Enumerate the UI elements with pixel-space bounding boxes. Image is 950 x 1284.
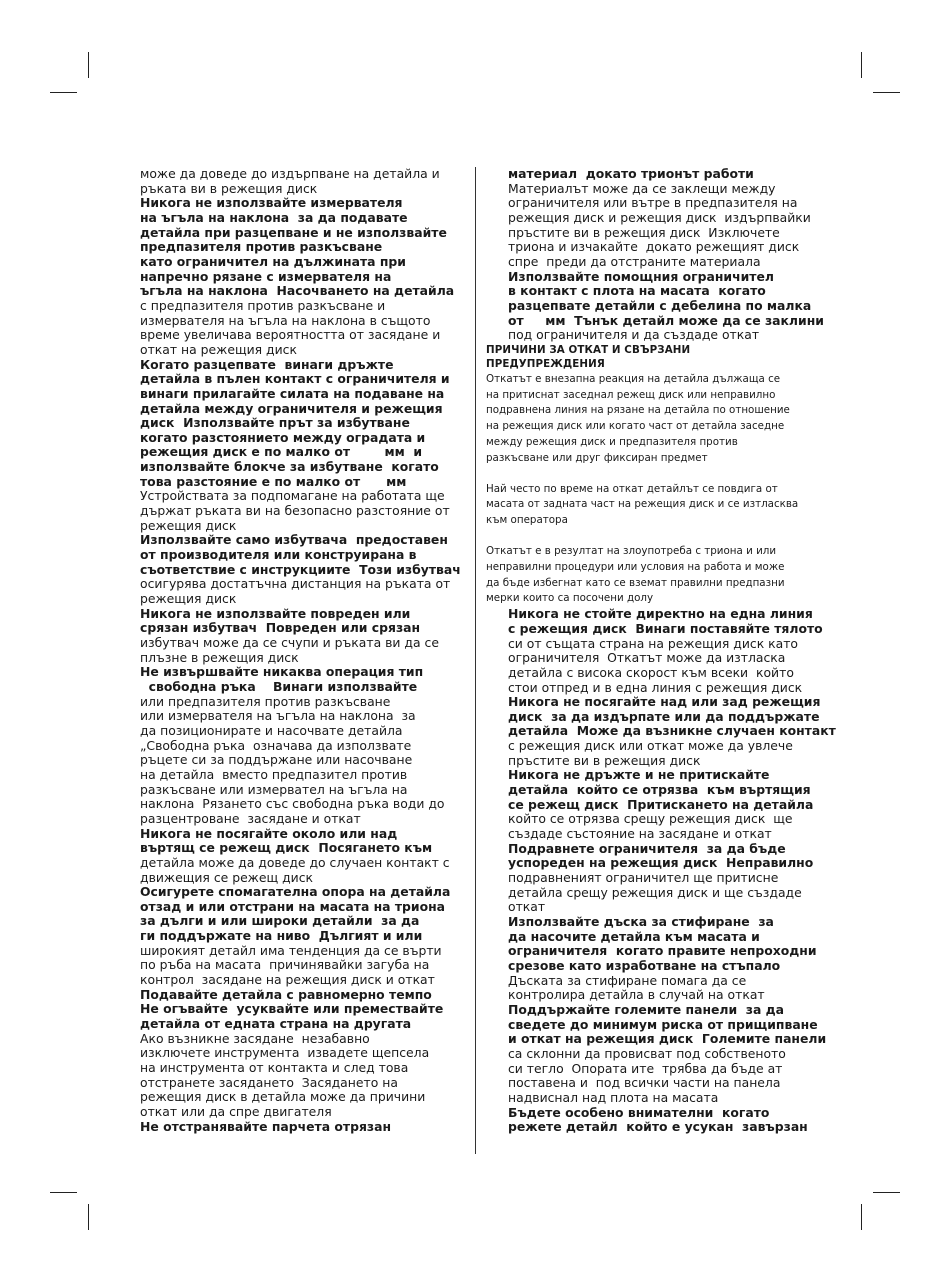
text-line: движещия се режещ диск — [140, 869, 313, 885]
bold-text-line: когато разстоянието между оградата и — [140, 429, 426, 445]
text-line: откат или да спре двигателя — [140, 1104, 332, 1119]
bold-text-line: Подавайте детайла с равномерно темпо — [140, 986, 432, 1002]
text-line: Дъската за стифиране помага да се — [508, 972, 747, 988]
text-line: може да доведе до издърпване на детайла и — [140, 166, 440, 181]
paragraph — [486, 167, 826, 270]
text-line: с предпазителя против разкъсване и — [140, 297, 386, 313]
text-line: контрол засядане на режещия диск и откат — [140, 972, 435, 988]
crop-mark-top-right-v — [861, 52, 862, 78]
right-column-top-list — [486, 167, 826, 343]
bold-text-line: сведете до минимум риска от прищипване — [508, 1016, 818, 1032]
intro-text-line: подравнена линия на рязане на детайла по отношение — [486, 404, 790, 417]
bold-text-line: детайла който се отрязва към въртящия — [508, 782, 811, 798]
intro-text-line: неправилни процедури или условия на работа и може — [486, 560, 785, 573]
text-line: ръцете си за поддържане или насочване — [140, 752, 413, 768]
bold-text-line: срязан избутвач Повреден или срязан — [140, 620, 421, 636]
paragraph-gap — [486, 467, 826, 482]
bold-text-line: това разстояние е по малко от мм — [140, 473, 407, 489]
bold-text-line: детайла при разцепване и не използвайте — [140, 224, 447, 240]
bold-text-line: детайла от едната страна на другата — [140, 1016, 412, 1032]
paragraph — [140, 533, 468, 606]
bold-text-line: винаги прилагайте силата на подаване на — [140, 385, 445, 401]
text-line: или предпазителя против разкъсване — [140, 693, 391, 709]
bold-text-line: като ограничител на дължината при — [140, 253, 406, 269]
crop-mark-top-left-h — [50, 92, 77, 93]
bold-text-line: в контакт с плота на масата когато — [508, 283, 766, 299]
bold-text-line: детайла между ограничителя и режещия — [140, 400, 443, 416]
bold-text-line: ъгъла на наклона Насочването на детайла — [140, 283, 455, 299]
right-column-warning-list — [486, 606, 836, 1135]
paragraph — [486, 1003, 826, 1106]
text-line: разкъсване или измервател на ъгъла на — [140, 781, 408, 797]
bold-text-line: се режещ диск Притискането на детайла — [508, 796, 814, 812]
paragraph — [140, 988, 468, 1120]
bold-text-line: Никога не дръжте и не притискайте — [508, 767, 770, 783]
text-line: Материалът може да се заклещи между — [508, 180, 776, 196]
section-heading — [486, 343, 826, 372]
paragraph — [486, 607, 826, 695]
text-line: „Свободна ръка означава да използвате — [140, 737, 412, 753]
text-line: стои отпред и в една линия с режещия диск — [508, 679, 803, 695]
text-line: ограничителя или вътре в предпазителя на — [508, 195, 798, 211]
bold-text-line: съответствие с инструкциите Този избутвач — [140, 561, 461, 577]
text-line: ръката ви в режещия диск — [140, 180, 318, 196]
bold-text-line: ограничителя когато правите непроходни — [508, 943, 817, 959]
intro-text-line: да бъде избегнат като се вземат правилни предпазни — [486, 576, 785, 589]
intro-text-line: Най често по време на откат детайлът се повдига от — [486, 482, 778, 495]
bold-text-line: Когато разцепвате винаги дръжте — [140, 356, 394, 372]
bold-text-line: с режещия диск Винаги поставяйте тялото — [508, 620, 823, 636]
intro-paragraph — [486, 482, 826, 529]
intro-text-line: Откатът е внезапна реакция на детайла дължаща се — [486, 372, 781, 385]
text-line: разцентроване засядане и откат — [140, 810, 361, 826]
text-line: плъзне в режещия диск — [140, 649, 299, 665]
intro-text-line: Откатът е в резултат на злоупотреба с триона и или — [486, 545, 777, 558]
right-column — [486, 166, 836, 1135]
text-line: на инструмента от контакта и след това — [140, 1060, 409, 1076]
bold-text-line: Не огъвайте усуквайте или премествайте — [140, 1001, 444, 1017]
crop-mark-top-left-v — [88, 52, 89, 78]
text-line: пръстите ви в режещия диск Изключете — [508, 224, 780, 240]
bold-text-line: Бъдете особено внимателни когато — [508, 1104, 770, 1120]
heading-line: ПРИЧИНИ ЗА ОТКАТ И СВЪРЗАНИ — [486, 343, 691, 356]
intro-paragraph — [486, 372, 826, 467]
text-line: държат ръката ви на безопасно разстояние от — [140, 503, 450, 519]
bold-text-line: Никога не посягайте над или зад режещия — [508, 694, 821, 710]
heading-line: ПРЕДУПРЕЖДЕНИЯ — [486, 358, 605, 371]
text-line: създаде състояние на засядане и откат — [508, 826, 772, 842]
bold-text-line: режещия диск е по малко от мм и — [140, 444, 423, 460]
text-line: са склонни да провисват под собственото — [508, 1045, 786, 1061]
bold-text-line: детайла в пълен контакт с ограничителя и — [140, 371, 450, 387]
bold-text-line: материал докато трионът работи — [508, 166, 754, 181]
text-line: широкият детайл има тенденция да се върти — [140, 942, 442, 958]
bold-text-line: Никога не използвайте повреден или — [140, 605, 411, 621]
text-line: поставена и под всички части на панела — [508, 1075, 781, 1091]
text-line: осигурява достатъчна дистанция на ръката от — [140, 576, 451, 592]
text-line: триона и изчакайте докато режещият диск — [508, 239, 800, 255]
bold-text-line: ги поддържате на ниво Дългият и или — [140, 928, 423, 944]
paragraph-gap — [486, 529, 826, 544]
intro-text-line: на притиснат заседнал режещ диск или неправилно — [486, 388, 776, 401]
bold-text-line: Осигурете спомагателна опора на детайла — [140, 884, 451, 900]
intro-text-line: към оператора — [486, 514, 568, 527]
text-line: спре преди да отстраните материала — [508, 253, 761, 269]
bold-text-line: от мм Тънък детайл може да се заклини — [508, 312, 824, 328]
text-line: режещия диск в детайла може да причини — [140, 1089, 426, 1105]
intro-text-line: на режещия диск или когато част от детайла заседне — [486, 420, 785, 433]
text-line: на детайла вместо предпазител против — [140, 766, 408, 782]
bold-text-line: свободна ръка Винаги използвайте — [140, 678, 418, 694]
text-line: Устройствата за подпомагане на работата ще — [140, 488, 445, 504]
text-line: откат на режещия диск — [140, 341, 297, 357]
bold-text-line: Използвайте дъска за стифиране за — [508, 914, 774, 930]
bold-text-line: Използвайте помощния ограничител — [508, 268, 774, 284]
bold-text-line: Поддържайте големите панели за да — [508, 1001, 785, 1017]
paragraph — [140, 167, 468, 196]
text-line: режещия диск — [140, 591, 237, 607]
text-line: изключете инструмента извадете щепсела — [140, 1045, 430, 1061]
text-line: по ръба на масата причинявайки загуба на — [140, 957, 430, 973]
bold-text-line: режете детайл който е усукан завързан — [508, 1119, 808, 1135]
text-line: си тегло Опората ите трябва да бъде ат — [508, 1060, 783, 1076]
text-line: режещия диск — [140, 517, 237, 533]
paragraph — [140, 1120, 468, 1135]
bold-text-line: детайла Може да възникне случаен контакт — [508, 723, 836, 739]
left-column — [140, 167, 468, 1134]
kickback-intro — [486, 372, 826, 607]
text-line: под ограничителя и да създаде откат — [508, 327, 760, 343]
text-line: отстранете засядането Засядането на — [140, 1074, 398, 1090]
paragraph — [140, 196, 468, 357]
text-line: ограничителя Откатът може да изтласка — [508, 650, 786, 666]
bold-text-line: Никога не посягайте около или над — [140, 825, 398, 841]
text-line: детайла с висока скорост към всеки който — [508, 664, 794, 680]
text-line: детайла срещу режещия диск и ще създаде — [508, 884, 802, 900]
bold-text-line: отзад и или отстрани на масата на триона — [140, 898, 446, 914]
text-line: подравненият ограничител ще притисне — [508, 870, 779, 886]
text-line: или измервателя на ъгъла на наклона за — [140, 708, 416, 724]
bold-text-line: разцепвате детайли с дебелина по малка — [508, 297, 812, 313]
bold-text-line: и откат на режещия диск Големите панели — [508, 1031, 827, 1047]
text-line: наклона Рязането със свободна ръка води до — [140, 796, 445, 812]
bold-text-line: диск за да издърпате или да поддържате — [508, 708, 820, 724]
crop-mark-bottom-left-v — [88, 1204, 89, 1230]
paragraph — [486, 270, 826, 343]
text-line: измервателя на ъгъла на наклона в същото — [140, 312, 431, 328]
bold-text-line: от производителя или конструирана в — [140, 547, 417, 563]
bold-text-line: на ъгъла на наклона за да подавате — [140, 209, 408, 225]
bold-text-line: успореден на режещия диск Неправилно — [508, 855, 814, 871]
text-line: надвиснал над плота на масата — [508, 1089, 719, 1105]
text-line: с режещия диск или откат може да увлече — [508, 738, 793, 754]
bold-text-line: Никога не стойте директно на една линия — [508, 606, 813, 622]
paragraph — [486, 842, 826, 915]
text-line: който се отрязва срещу режещия диск ще — [508, 811, 793, 827]
crop-mark-bottom-right-v — [861, 1204, 862, 1230]
text-line: детайла може да доведе до случаен контакт с — [140, 854, 450, 870]
bold-text-line: Не отстранявайте парчета отрязан — [140, 1118, 392, 1134]
bold-text-line: Използвайте само избутвача предоставен — [140, 532, 448, 548]
text-line: режещия диск и режещия диск издърпвайки — [508, 209, 811, 225]
text-line: време увеличава вероятността от засядане и — [140, 327, 441, 343]
bold-text-line: Не извършвайте никаква операция тип — [140, 664, 424, 680]
intro-text-line: масата от задната част на режещия диск и се изтласква — [486, 498, 799, 511]
text-line: контролира детайла в случай на откат — [508, 987, 765, 1003]
bold-text-line: Никога не използвайте измервателя — [140, 195, 403, 211]
bold-text-line: срезове като изработване на стъпало — [508, 957, 781, 973]
column-divider — [475, 167, 476, 1154]
bold-text-line: за дълги и или широки детайли за да — [140, 913, 420, 929]
text-line: да позиционирате и насочвате детайла — [140, 722, 403, 738]
paragraph — [486, 915, 826, 1003]
bold-text-line: диск Използвайте прът за избутване — [140, 415, 410, 431]
paragraph — [140, 358, 468, 534]
bold-text-line: въртящ се режещ диск Посягането към — [140, 840, 433, 856]
paragraph — [140, 607, 468, 666]
bold-text-line: използвайте блокче за избутване когато — [140, 459, 439, 475]
bold-text-line: предпазителя против разкъсване — [140, 239, 383, 255]
paragraph — [486, 1106, 826, 1135]
paragraph — [140, 885, 468, 988]
paragraph — [140, 827, 468, 886]
intro-text-line: разкъсване или друг фиксиран предмет — [486, 451, 708, 464]
text-line: избутвач може да се счупи и ръката ви да се — [140, 635, 439, 650]
paragraph — [486, 694, 836, 768]
intro-text-line: мерки които са посочени долу — [486, 592, 654, 605]
text-line: пръстите ви в режещия диск — [508, 752, 701, 768]
bold-text-line: напречно рязане с измервателя на — [140, 268, 392, 284]
text-line: откат — [508, 899, 546, 915]
crop-mark-bottom-left-h — [50, 1192, 77, 1193]
bold-text-line: да насочите детайла към масата и — [508, 928, 760, 944]
bold-text-line: Подравнете ограничителя за да бъде — [508, 840, 786, 856]
intro-text-line: между режещия диск и предпазителя против — [486, 436, 738, 449]
paragraph — [486, 768, 826, 841]
intro-paragraph — [486, 544, 826, 607]
crop-mark-bottom-right-h — [873, 1192, 900, 1193]
paragraph — [140, 665, 468, 826]
crop-mark-top-right-h — [873, 92, 900, 93]
text-line: си от същата страна на режещия диск като — [508, 635, 798, 651]
text-line: Ако възникне засядане незабавно — [140, 1030, 370, 1046]
